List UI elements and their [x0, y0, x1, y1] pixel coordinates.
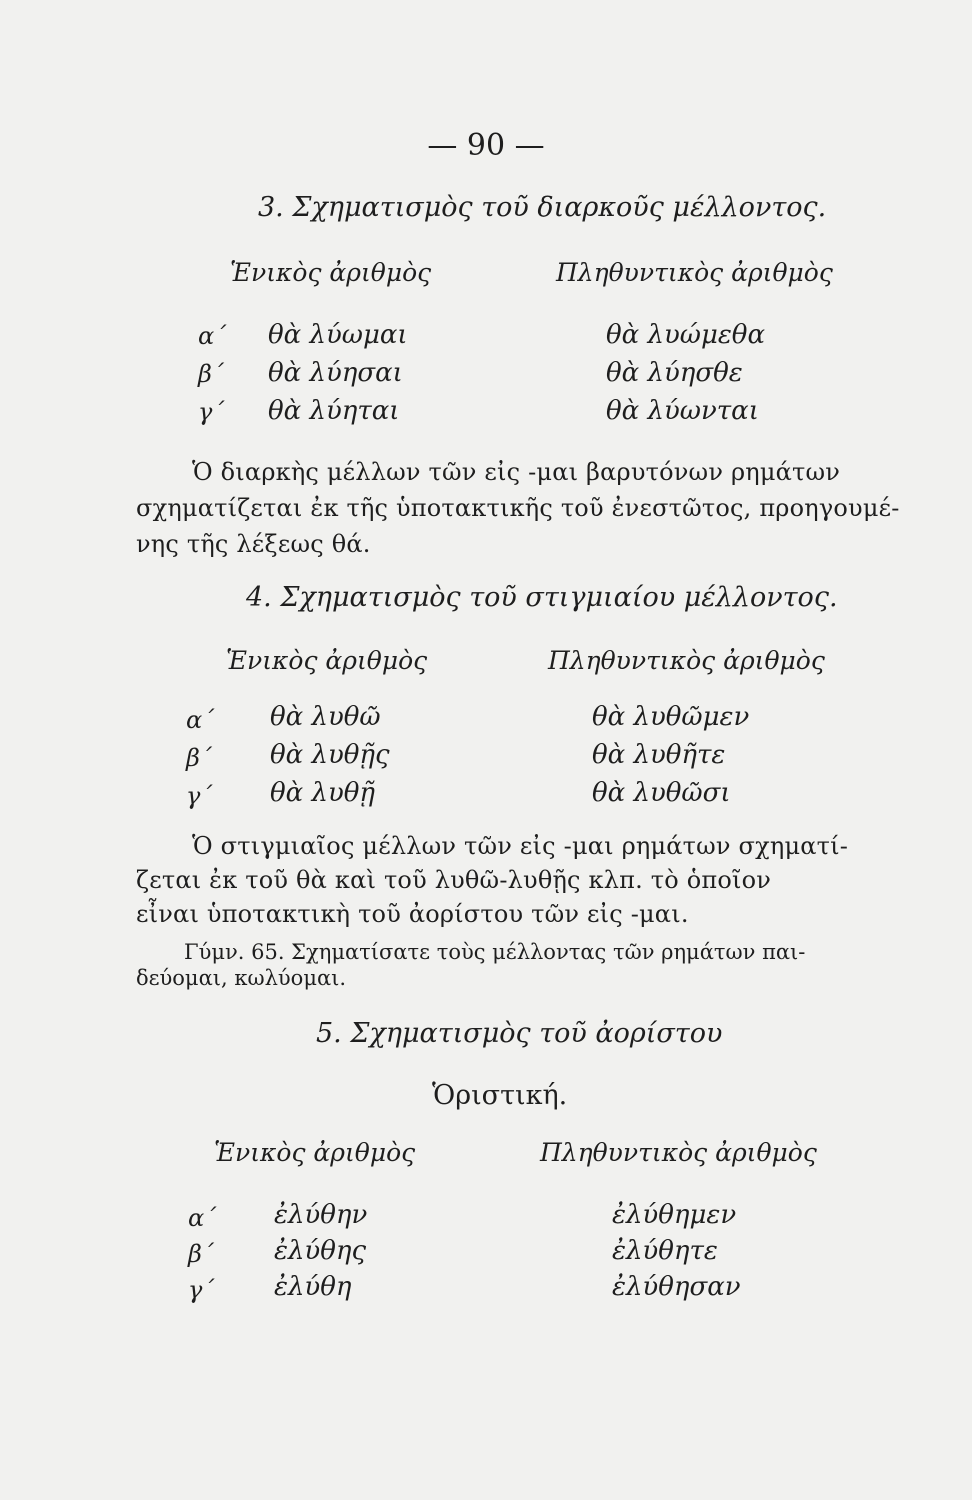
- section-3-heading: 3. Σχηματισμὸς τοῦ διαρκοῦς μέλλοντος.: [258, 192, 827, 223]
- section-4-row-1-singular: θὰ λυθῶ: [270, 702, 381, 732]
- section-5-singular-header: Ἑνικὸς ἀριθμὸς: [214, 1138, 416, 1167]
- section-3-row-2-plural: θὰ λύησθε: [606, 358, 743, 388]
- section-5-row-3-plural: ἐλύθησαν: [612, 1272, 741, 1302]
- section-3-note-line-1: Ὁ διαρκὴς μέλλων τῶν εἰς -μαι βαρυτόνων ρημάτων: [192, 458, 841, 486]
- section-3-plural-header: Πληθυντικὸς ἀριθμὸς: [556, 258, 833, 287]
- section-3-row-3-number: γ΄: [198, 398, 225, 426]
- section-3-row-2-singular: θὰ λύησαι: [268, 358, 403, 388]
- section-4-row-2-singular: θὰ λυθῇς: [270, 740, 390, 770]
- section-4-heading: 4. Σχηματισμὸς τοῦ στιγμιαίου μέλλοντος.: [246, 582, 838, 613]
- section-4-row-2-number: β΄: [186, 744, 212, 772]
- section-3-row-1-singular: θὰ λύωμαι: [268, 320, 408, 350]
- section-4-row-1-number: α΄: [186, 706, 215, 734]
- section-5-row-3-number: γ΄: [188, 1276, 215, 1304]
- section-3-row-3-singular: θὰ λύηται: [268, 396, 400, 426]
- section-5-row-2-plural: ἐλύθητε: [612, 1236, 718, 1266]
- section-3-row-1-plural: θὰ λυώμεθα: [606, 320, 766, 350]
- section-5-heading: 5. Σχηματισμὸς τοῦ ἀορίστου: [316, 1018, 723, 1049]
- section-3-note-line-3: νης τῆς λέξεως θά.: [136, 530, 371, 558]
- page-number: — 90 —: [427, 128, 545, 163]
- section-5-row-2-number: β΄: [188, 1240, 214, 1268]
- exercise-line-1: Γύμν. 65. Σχηματίσατε τοὺς μέλλοντας τῶν ρημάτων παι-: [184, 940, 806, 964]
- section-3-note-line-2: σχηματίζεται ἐκ τῆς ὑποτακτικῆς τοῦ ἐνεστῶτος, προηγουμέ-: [136, 494, 900, 522]
- section-3-row-1-number: α΄: [198, 322, 227, 350]
- section-5-subheading: Ὁριστική.: [432, 1080, 568, 1111]
- section-5-row-1-singular: ἐλύθην: [274, 1200, 368, 1230]
- section-4-row-3-number: γ΄: [186, 782, 213, 810]
- section-5-row-1-number: α΄: [188, 1204, 217, 1232]
- section-3-row-2-number: β΄: [198, 360, 224, 388]
- section-5-row-1-plural: ἐλύθημεν: [612, 1200, 737, 1230]
- section-4-row-1-plural: θὰ λυθῶμεν: [592, 702, 750, 732]
- section-4-note-line-1: Ὁ στιγμιαῖος μέλλων τῶν εἰς -μαι ρημάτων σχηματί-: [192, 832, 849, 860]
- exercise-line-2: δεύομαι, κωλύομαι.: [136, 966, 347, 990]
- section-3-singular-header: Ἑνικὸς ἀριθμὸς: [230, 258, 432, 287]
- section-4-note-line-2: ζεται ἐκ τοῦ θὰ καὶ τοῦ λυθῶ-λυθῇς κλπ. τὸ ὁποῖον: [136, 866, 772, 894]
- section-5-plural-header: Πληθυντικὸς ἀριθμὸς: [540, 1138, 817, 1167]
- section-3-row-3-plural: θὰ λύωνται: [606, 396, 759, 426]
- section-4-plural-header: Πληθυντικὸς ἀριθμὸς: [548, 646, 825, 675]
- section-4-row-2-plural: θὰ λυθῆτε: [592, 740, 726, 770]
- section-5-row-2-singular: ἐλύθης: [274, 1236, 367, 1266]
- section-4-row-3-plural: θὰ λυθῶσι: [592, 778, 731, 808]
- section-4-singular-header: Ἑνικὸς ἀριθμὸς: [226, 646, 428, 675]
- section-4-row-3-singular: θὰ λυθῇ: [270, 778, 375, 808]
- section-5-row-3-singular: ἐλύθη: [274, 1272, 352, 1302]
- section-4-note-line-3: εἶναι ὑποτακτικὴ τοῦ ἀορίστου τῶν εἰς -μαι.: [136, 900, 689, 928]
